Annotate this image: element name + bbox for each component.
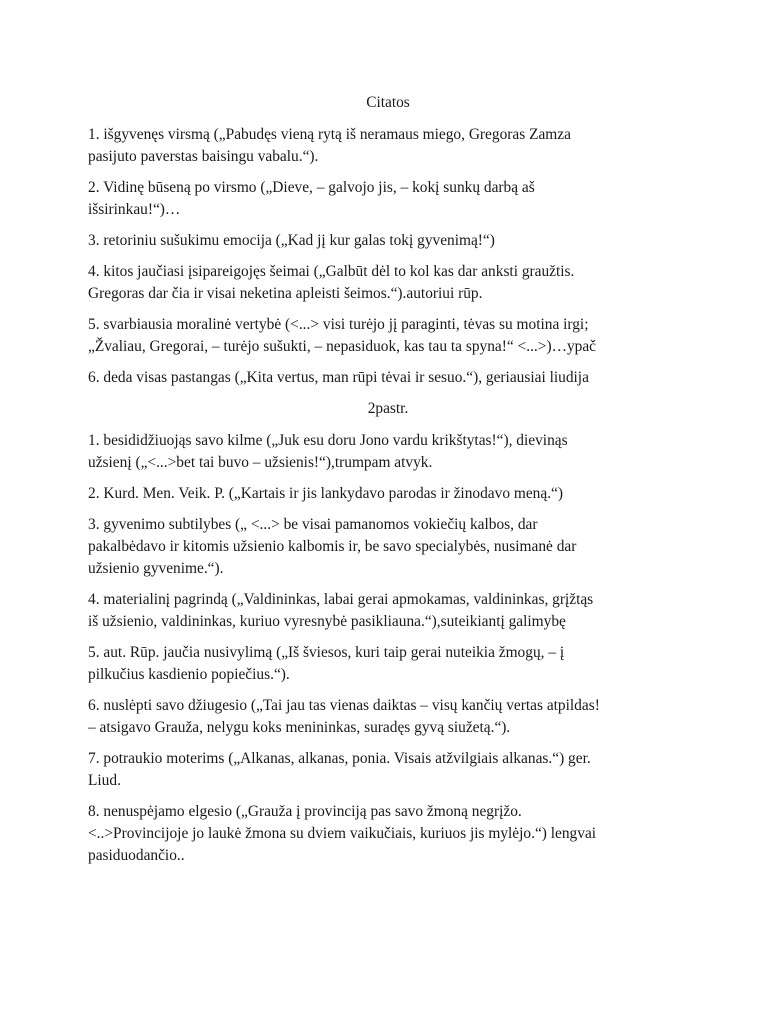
quote-item-line: Gregoras dar čia ir visai neketina apleisti šeimos.“).autoriui rūp. (88, 285, 483, 302)
quote-item-line: 3. gyvenimo subtilybes („ <...> be visai pamanomos vokiečių kalbos, dar (88, 516, 538, 533)
quote-item-line: <..>Provincijoje jo laukė žmona su dviem vaikučiais, kuriuos jis mylėjo.“) lengvai (88, 825, 597, 842)
quote-item (88, 514, 688, 580)
document-page (88, 92, 688, 876)
quote-item-line: 6. deda visas pastangas („Kita vertus, man rūpi tėvai ir sesuo.“), geriausiai liudija (88, 369, 589, 386)
section-heading-citatos: Citatos (366, 94, 410, 111)
quote-item-line: 6. nuslėpti savo džiugesio („Tai jau tas vienas daiktas – visų kančių vertas atpildas! (88, 697, 600, 714)
quote-item-line: 1. besididžiuojąs savo kilme („Juk esu doru Jono vardu krikštytas!“), dievinąs (88, 432, 568, 449)
section-citatos-list (88, 124, 688, 389)
quote-item-line: 5. aut. Rūp. jaučia nusivylimą („Iš šviesos, kuri taip gerai nuteikia žmogų, – į (88, 644, 565, 661)
quote-item-line: pakalbėdavo ir kitomis užsienio kalbomis ir, be savo specialybės, nusimanė dar (88, 538, 577, 555)
quote-item-line: 5. svarbiausia moralinė vertybė (<...> visi turėjo jį paraginti, tėvas su motina irgi; (88, 316, 589, 333)
quote-item (88, 177, 688, 221)
quote-item-line: – atsigavo Grauža, nelygu koks menininkas, suradęs gyvą siužetą.“). (88, 719, 511, 736)
quote-item (88, 589, 688, 633)
quote-item-line: 1. išgyvenęs virsmą („Pabudęs vieną rytą iš neramaus miego, Gregoras Zamza (88, 126, 571, 143)
quote-item-line: užsienį („<...>bet tai buvo – užsienis!“),trumpam atvyk. (88, 454, 433, 471)
quote-item (88, 642, 688, 686)
quote-item-line: 4. materialinį pagrindą („Valdininkas, labai gerai apmokamas, valdininkas, grįžtąs (88, 591, 594, 608)
quote-item (88, 483, 688, 505)
quote-item-line: 8. nenuspėjamo elgesio („Grauža į provinciją pas savo žmoną negrįžo. (88, 803, 522, 820)
quote-item (88, 367, 688, 389)
quote-item (88, 801, 688, 867)
quote-item (88, 314, 688, 358)
quote-item-line: užsienio gyvenime.“). (88, 560, 224, 577)
quote-item-line: „Žvaliau, Gregorai, – turėjo sušukti, – nepasiduok, kas tau ta spyna!“ <...>)…ypač (88, 338, 597, 355)
quote-item (88, 230, 688, 252)
quote-item-line: 7. potraukio moterims („Alkanas, alkanas, ponia. Visais atžvilgiais alkanas.“) ger. (88, 750, 591, 767)
quote-item-line: 3. retoriniu sušukimu emocija („Kad jį kur galas tokį gyvenimą!“) (88, 232, 495, 249)
quote-item (88, 695, 688, 739)
quote-item (88, 261, 688, 305)
quote-item-line: pasiduodančio.. (88, 847, 185, 864)
section-2pastr-list (88, 430, 688, 867)
quote-item-line: pasijuto paverstas baisingu vabalu.“). (88, 148, 319, 165)
quote-item-line: Liud. (88, 772, 121, 789)
quote-item-line: 2. Kurd. Men. Veik. P. („Kartais ir jis lankydavo parodas ir žinodavo meną.“) (88, 485, 563, 502)
quote-item-line: 2. Vidinę būseną po virsmo („Dieve, – galvojo jis, – kokį sunkų darbą aš (88, 179, 535, 196)
quote-item-line: pilkučius kasdienio popiečius.“). (88, 666, 290, 683)
section-heading-2pastr: 2pastr. (367, 400, 409, 417)
quote-item-line: išsirinkau!“)… (88, 201, 181, 218)
quote-item-line: iš užsienio, valdininkas, kuriuo vyresnybė pasikliauna.“),suteikiantį galimybę (88, 613, 566, 630)
quote-item (88, 124, 688, 168)
quote-item (88, 748, 688, 792)
quote-item-line: 4. kitos jaučiasi įsipareigojęs šeimai („Galbūt dėl to kol kas dar anksti graužtis. (88, 263, 575, 280)
quote-item (88, 430, 688, 474)
